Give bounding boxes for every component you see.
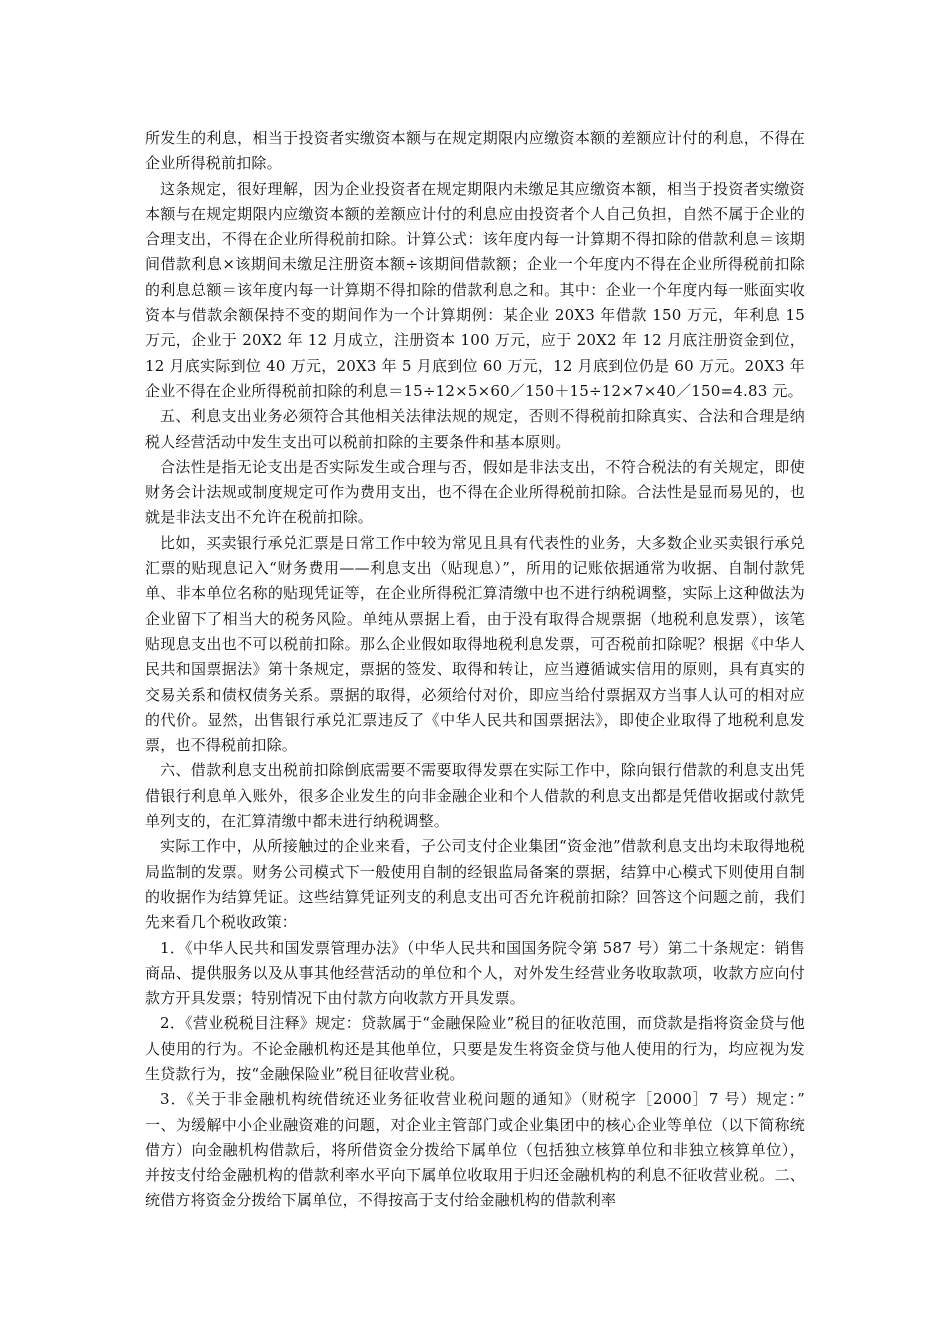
- paragraph-1: 所发生的利息，相当于投资者实缴资本额与在规定期限内应缴资本额的差额应计付的利息，不得在企业所得税前扣除。: [145, 129, 805, 173]
- paragraph-3: 五、利息支出业务必须符合其他相关法律法规的规定，否则不得税前扣除真实、合法和合理是纳税人经营活动中发生支出可以税前扣除的主要条件和基本原则。: [145, 407, 805, 451]
- paragraph-4: 合法性是指无论支出是否实际发生或合理与否，假如是非法支出，不符合税法的有关规定，即使财务会计法规或制度规定可作为费用支出，也不得在企业所得税前扣除。合法性是显而易见的，也就是非法支出不允许在税前扣除。: [145, 457, 805, 527]
- paragraph-8: 1．《中华人民共和国发票管理办法》（中华人民共和国国务院令第 587 号）第二十条规定：销售商品、提供服务以及从事其他经营活动的单位和个人，对外发生经营业务收取款项，收款方应向付款方开具发票；特别情况下由付款方向收款方开具发票。: [145, 938, 805, 1008]
- paragraph-9: 2．《营业税税目注释》规定：贷款属于“金融保险业”税目的征收范围，而贷款是指将资金贷与他人使用的行为。不论金融机构还是其他单位，只要是发生将资金贷与他人使用的行为，均应视为发生贷款行为，按“金融保险业”税目征收营业税。: [145, 1014, 805, 1083]
- paragraph-2: 这条规定，很好理解，因为企业投资者在规定期限内未缴足其应缴资本额，相当于投资者实缴资本额与在规定期限内应缴资本额的差额应计付的利息应由投资者个人自己负担，自然不属于企业的合理支出，不得在企业所得税前扣除。计算公式：该年度内每一计算期不得扣除的借款利息＝该期间借款利息×该期间未缴足注册资本额÷该期间借款额；企业一个年度内不得在企业所得税前扣除的利息总额＝该年度内每一计算期不得扣除的借款利息之和。其中：企业一个年度内每一账面实收资本与借款余额保持不变的期间作为一个计算期例：某企业 20X3 年借款 150 万元，年利息 15 万元，企业于 20X2 年 12 月成立，注册资本 100 万元，应于 20X2 年 12 月底注册资金到位，12 月底实际到位 40 万元，20X3 年 5 月底到位 60 万元，12 月底到位仍是 60 万元。20X3 年企业不得在企业所得税前扣除的利息＝15÷12×5×60／150＋15÷12×7×40／150=4.83 元。: [145, 179, 805, 400]
- paragraph-7: 实际工作中，从所接触过的企业来看，子公司支付企业集团“资金池”借款利息支出均未取得地税局监制的发票。财务公司模式下一般使用自制的经银监局备案的票据，结算中心模式下则使用自制的收据作为结算凭证。这些结算凭证列支的利息支出可否允许税前扣除？回答这个问题之前，我们先来看几个税收政策：: [145, 837, 805, 932]
- paragraph-6: 六、借款利息支出税前扣除倒底需要不需要取得发票在实际工作中，除向银行借款的利息支出凭借银行利息单入账外，很多企业发生的向非金融企业和个人借款的利息支出都是凭借收据或付款凭单列支的，在汇算清缴中都未进行纳税调整。: [145, 761, 805, 831]
- paragraph-10: 3．《关于非金融机构统借统还业务征收营业税问题的通知》（财税字［2000］7 号）规定：” 一、为缓解中小企业融资难的问题，对企业主管部门或企业集团中的核心企业等单位（以下简称统借方）向金融机构借款后，将所借资金分拨给下属单位（包括独立核算单位和非独立核算单位），并按支付给金融机构的借款利率水平向下属单位收取用于归还金融机构的利息不征收营业税。二、统借方将资金分拨给下属单位，不得按高于支付给金融机构的借款利率: [145, 1090, 805, 1210]
- document-body: [145, 126, 805, 1214]
- paragraph-5: 比如，买卖银行承兑汇票是日常工作中较为常见且具有代表性的业务，大多数企业买卖银行承兑汇票的贴现息记入“财务费用——利息支出（贴现息）”，所用的记账依据通常为收据、自制付款凭单、非本单位名称的贴现凭证等，在企业所得税汇算清缴中也不进行纳税调整，实际上这种做法为企业留下了相当大的税务风险。单纯从票据上看，由于没有取得合规票据（地税利息发票），该笔贴现息支出也不可以税前扣除。那么企业假如取得地税利息发票，可否税前扣除呢？根据《中华人民共和国票据法》第十条规定，票据的签发、取得和转让，应当遵循诚实信用的原则，具有真实的交易关系和债权债务关系。票据的取得，必须给付对价，即应当给付票据双方当事人认可的相对应的代价。显然，出售银行承兑汇票违反了《中华人民共和国票据法》，即使企业取得了地税利息发票，也不得税前扣除。: [145, 533, 805, 755]
